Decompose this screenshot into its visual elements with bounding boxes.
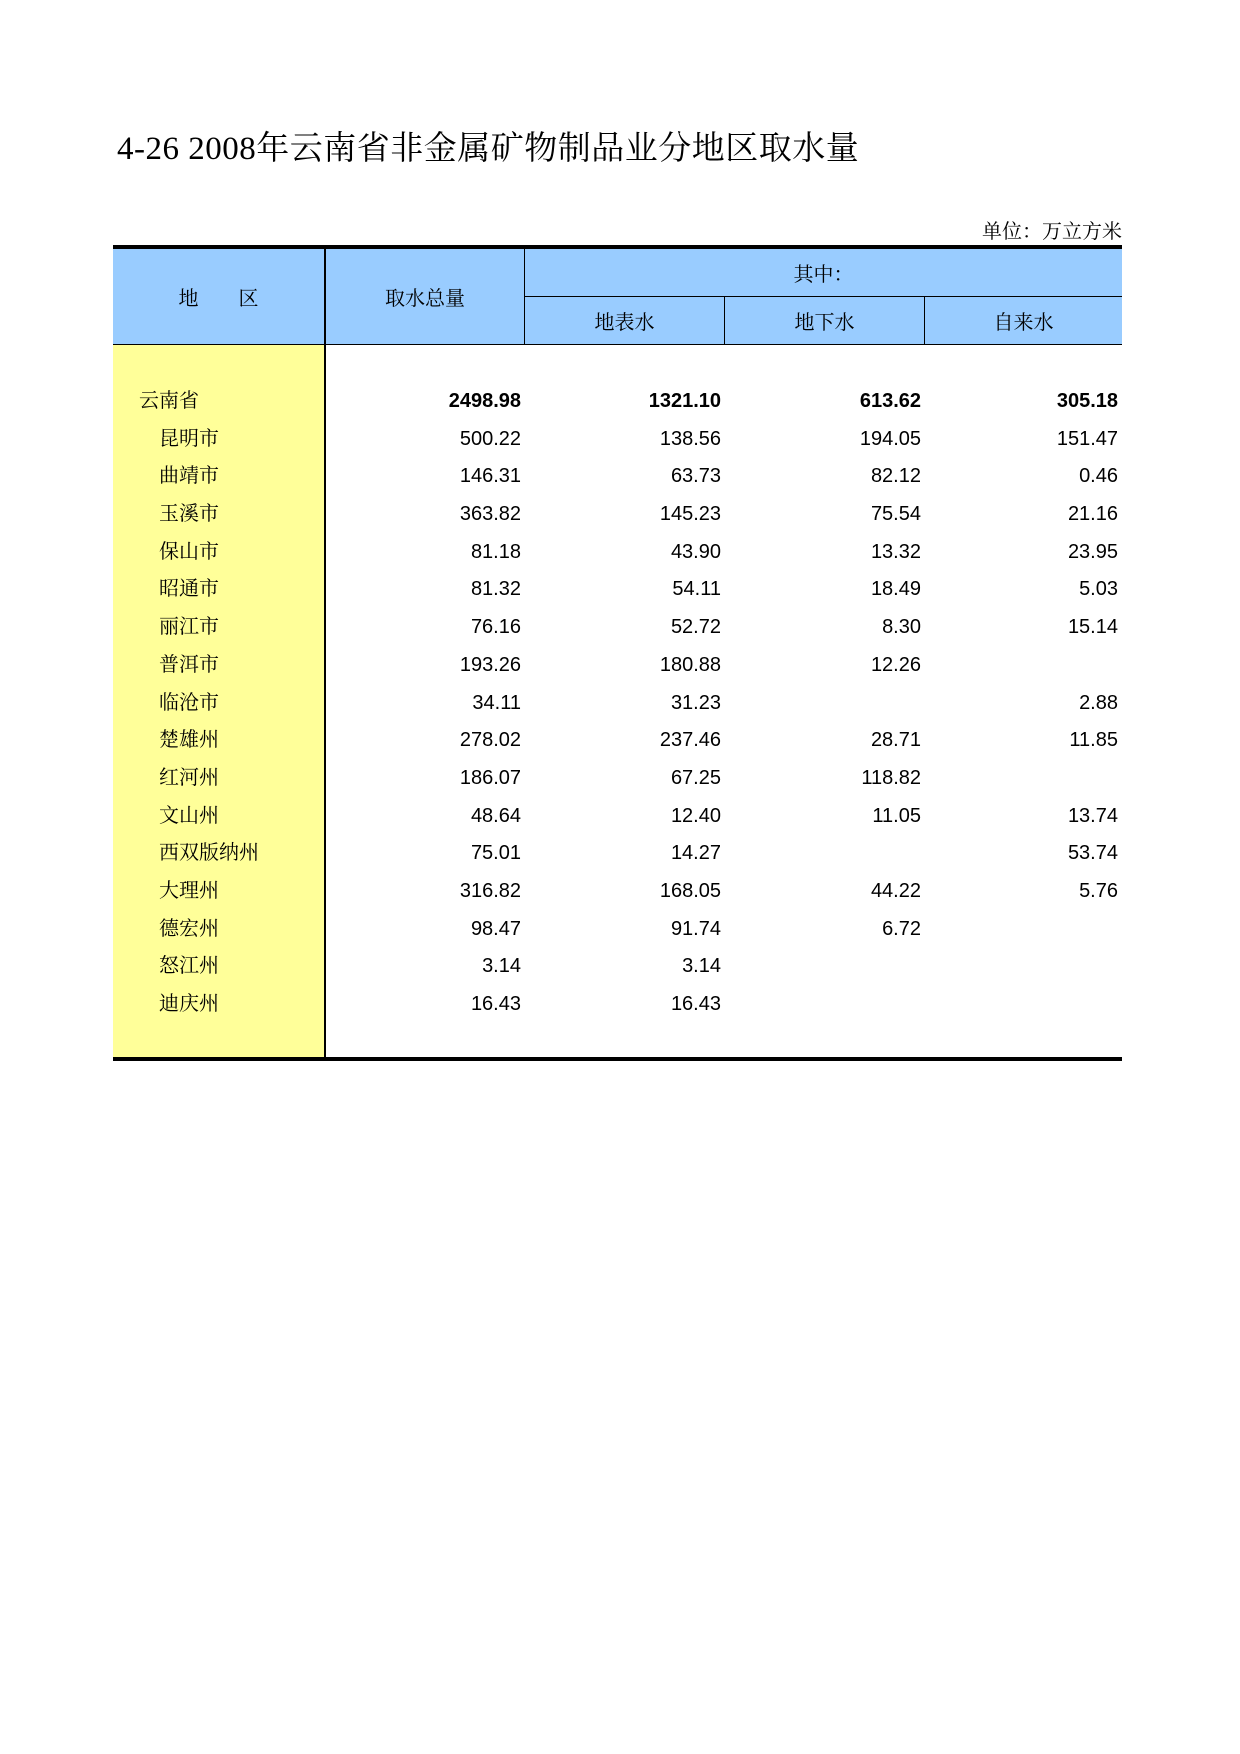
table-body [113,345,1122,1057]
table-row [113,986,1122,1024]
table-row [113,458,1122,496]
table-row [113,760,1122,798]
surface-water-value: 54.11 [672,578,721,601]
tap-water-value: 0.46 [1079,465,1118,488]
table-row [113,685,1122,723]
surface-water-value: 43.90 [670,540,721,563]
table-row [113,496,1122,534]
region-name: 怒江州 [159,955,219,978]
region-name: 迪庆州 [159,993,219,1015]
tap-water-value: 151.47 [1056,427,1118,450]
region-name: 昭通市 [159,578,219,601]
table-row [113,835,1122,873]
tap-water-value: 2.88 [1079,691,1118,714]
tap-water-value: 53.74 [1067,842,1118,865]
table-row [113,873,1122,911]
ground-water-value: 82.12 [870,465,921,488]
ground-water-value: 28.71 [870,729,921,752]
region-name: 普洱市 [159,653,219,676]
table-header [113,249,1122,345]
total-value: 146.31 [459,465,521,488]
region-name: 丽江市 [159,616,219,639]
table-row [113,609,1122,647]
total-value: 34.11 [472,691,521,714]
table-row [113,571,1122,609]
ground-water-value: 44.22 [870,879,921,902]
ground-water-value: 11.05 [872,804,921,827]
tap-water-value: 5.76 [1079,879,1118,902]
total-value: 16.43 [470,993,521,1015]
surface-water-value: 145.23 [659,503,721,526]
total-value: 75.01 [470,842,521,865]
region-name: 玉溪市 [159,503,219,526]
region-name: 德宏州 [159,917,219,940]
region-name: 云南省 [139,390,199,412]
header-total: 取水总量 [326,249,525,344]
surface-water-value: 138.56 [659,427,721,450]
region-name: 红河州 [159,766,219,789]
surface-water-value: 3.14 [682,955,721,978]
ground-water-value: 6.72 [882,917,921,940]
region-name: 大理州 [159,879,219,902]
ground-water-value: 13.32 [870,540,921,563]
header-surface-water: 地表水 [525,297,725,344]
page-title: 4-26 2008年云南省非金属矿物制品业分地区取水量 [117,131,860,167]
tap-water-value [925,986,1118,1024]
region-name: 曲靖市 [159,465,219,488]
ground-water-value [725,986,921,1024]
tap-water-value: 305.18 [1056,390,1118,412]
ground-water-value [725,948,921,986]
total-value: 363.82 [459,503,521,526]
table-row [113,911,1122,949]
table-row [113,948,1122,986]
unit-label: 单位：万立方米 [982,221,1122,243]
header-region: 地 区 [113,249,326,344]
ground-water-value [725,835,921,873]
tap-water-value: 15.14 [1067,616,1118,639]
surface-water-value: 63.73 [670,465,721,488]
surface-water-value: 1321.10 [648,390,721,412]
total-value: 193.26 [459,653,521,676]
surface-water-value: 31.23 [670,691,721,714]
region-name: 西双版纳州 [159,842,259,865]
total-value: 3.14 [482,955,521,978]
surface-water-value: 180.88 [659,653,721,676]
data-table [113,245,1122,1061]
region-name: 文山州 [159,804,219,827]
total-value: 2498.98 [448,390,521,412]
tap-water-value [925,948,1118,986]
surface-water-value: 168.05 [659,879,721,902]
total-value: 76.16 [470,616,521,639]
tap-water-value: 11.85 [1069,729,1118,752]
tap-water-value [925,647,1118,685]
surface-water-value: 12.40 [670,804,721,827]
total-value: 48.64 [470,804,521,827]
ground-water-value: 12.26 [870,653,921,676]
total-value: 500.22 [459,427,521,450]
surface-water-value: 91.74 [670,917,721,940]
tap-water-value: 13.74 [1067,804,1118,827]
total-value: 278.02 [459,729,521,752]
total-value: 98.47 [470,917,521,940]
table-row [113,421,1122,459]
region-name: 昆明市 [159,427,219,450]
region-name: 楚雄州 [159,729,219,752]
tap-water-value: 5.03 [1079,578,1118,601]
ground-water-value: 118.82 [861,766,921,789]
tap-water-value: 21.16 [1067,503,1118,526]
surface-water-value: 237.46 [659,729,721,752]
ground-water-value: 194.05 [859,427,921,450]
table-bottom-rule [113,1057,1122,1061]
header-of-which: 其中： [525,249,1122,297]
header-tap-water: 自来水 [993,312,1054,334]
ground-water-value: 8.30 [882,616,921,639]
table-row [113,647,1122,685]
table-row [113,383,1122,421]
total-value: 186.07 [459,766,521,789]
table-rows [113,383,1122,1024]
ground-water-value: 613.62 [859,390,921,412]
table-row [113,534,1122,572]
surface-water-value: 16.43 [670,993,721,1015]
total-value: 81.32 [470,578,521,601]
ground-water-value [725,685,921,723]
ground-water-value: 75.54 [870,503,921,526]
surface-water-value: 52.72 [670,616,721,639]
total-value: 81.18 [470,540,521,563]
region-name: 临沧市 [159,691,219,714]
tap-water-value [925,911,1118,949]
tap-water-value [925,760,1118,798]
table-row [113,798,1122,836]
table-row [113,722,1122,760]
ground-water-value: 18.49 [870,578,921,601]
total-value: 316.82 [459,879,521,902]
surface-water-value: 14.27 [670,842,721,865]
region-name: 保山市 [159,540,219,563]
surface-water-value: 67.25 [670,766,721,789]
header-ground-water: 地下水 [725,297,925,344]
tap-water-value: 23.95 [1067,540,1118,563]
